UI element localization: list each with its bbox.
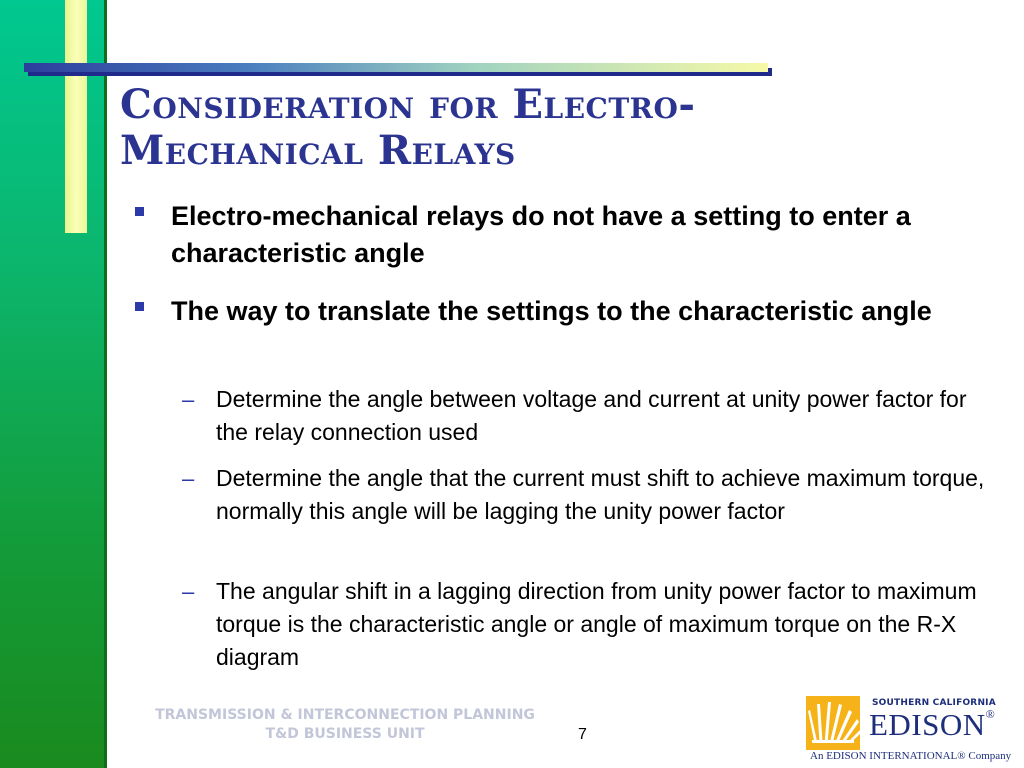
footer-department-line2: T&D BUSINESS UNIT	[265, 726, 425, 742]
page-number: 7	[578, 726, 587, 743]
dash-marker: –	[182, 466, 195, 491]
logo-big-text: EDISON	[869, 707, 986, 742]
sub-bullet-text: The angular shift in a lagging direction from unity power factor to maximum torque is the characteristic angle or angle of maximum torque on the R-X diagram	[216, 578, 977, 670]
band-edge-line	[104, 0, 107, 768]
bullet-text: The way to translate the settings to the characteristic angle	[171, 296, 932, 326]
logo-small-text: SOUTHERN CALIFORNIA	[872, 698, 996, 708]
slide-title: Consideration for Electro-Mechanical Relays	[120, 81, 696, 174]
registered-mark: ®	[985, 707, 996, 721]
sun-rays-icon	[806, 696, 860, 750]
dash-marker: –	[182, 579, 195, 604]
square-bullet-icon	[135, 207, 144, 216]
square-bullet-icon	[135, 302, 144, 311]
logo-tagline: An EDISON INTERNATIONAL® Company	[810, 750, 1012, 762]
bullet-text: Electro-mechanical relays do not have a setting to enter a characteristic angle	[171, 201, 911, 268]
logo-wordmark	[869, 707, 995, 743]
sub-bullet-text: Determine the angle between voltage and current at unity power factor for the relay connection used	[216, 386, 967, 445]
vertical-accent-bar	[65, 0, 87, 233]
footer-department-line1: TRANSMISSION & INTERCONNECTION PLANNING	[155, 707, 535, 723]
dash-marker: –	[182, 387, 195, 412]
footer-department	[140, 706, 550, 744]
sub-bullet-text: Determine the angle that the current must shift to achieve maximum torque, normally this angle will be lagging the unity power factor	[216, 465, 985, 524]
company-logo	[806, 693, 1012, 765]
horizontal-accent-bar	[24, 63, 768, 72]
left-decorative-band	[0, 0, 106, 768]
